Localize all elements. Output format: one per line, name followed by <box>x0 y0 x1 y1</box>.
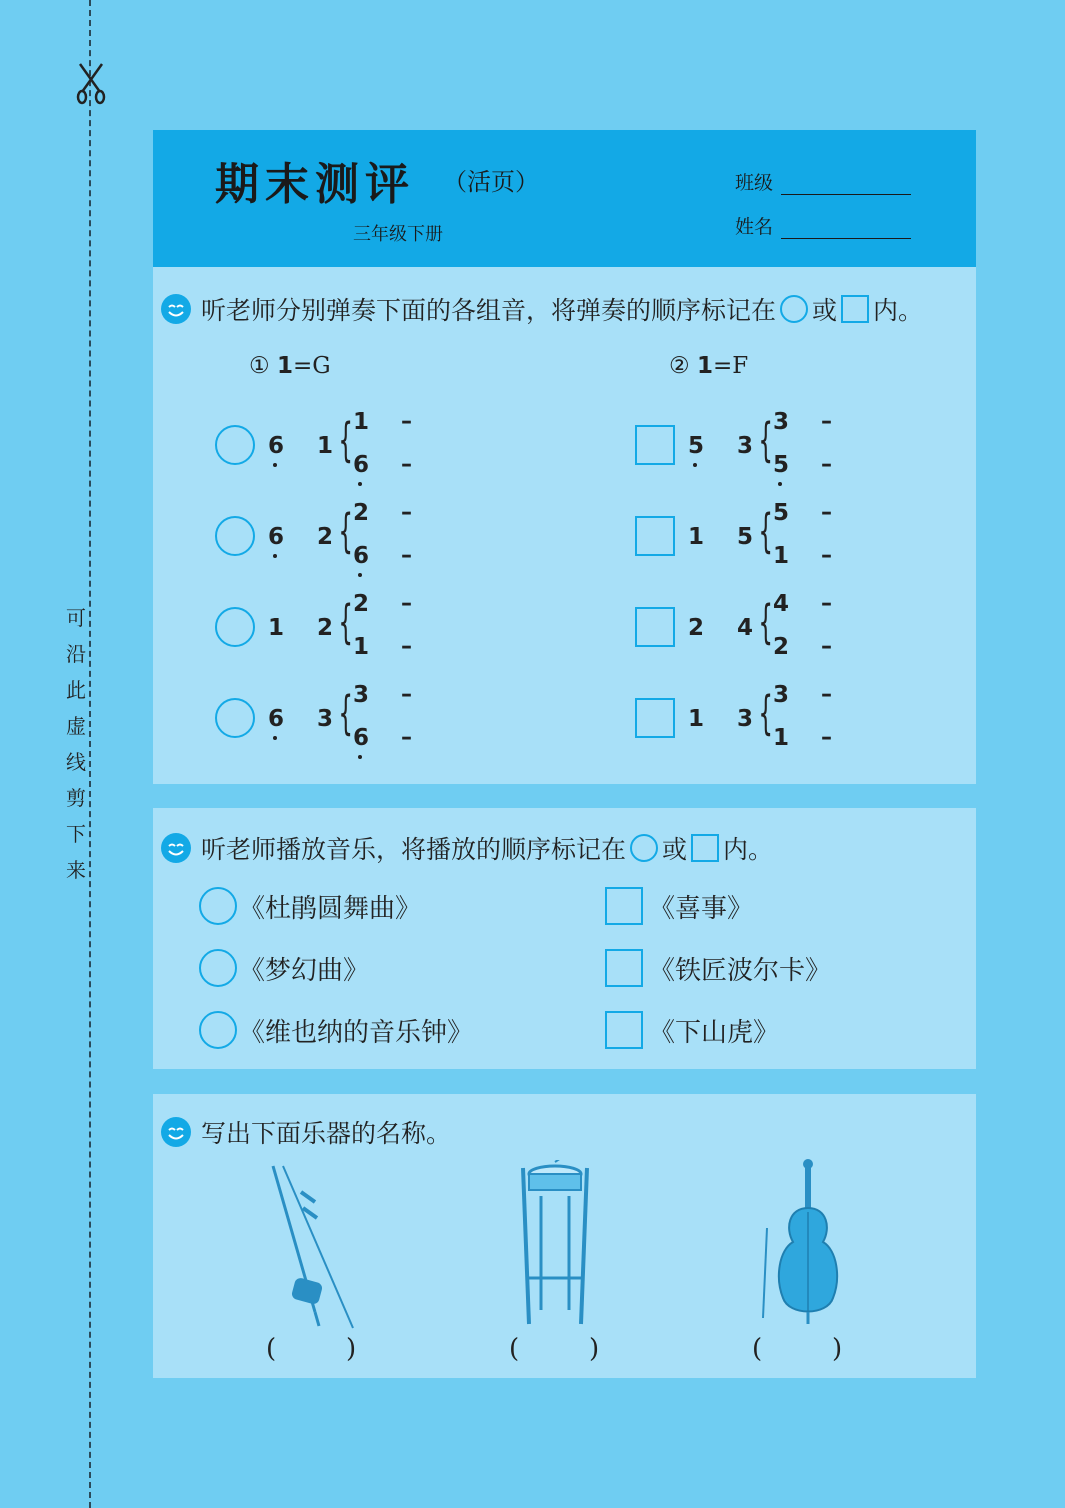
cut-note-char: 下 <box>66 822 86 846</box>
piece-item[interactable] <box>605 1011 779 1049</box>
sustain-dash: – <box>821 543 832 568</box>
brace-icon: { <box>338 413 353 467</box>
order-circle[interactable] <box>215 516 255 556</box>
piece-item[interactable] <box>199 887 421 925</box>
note-group-row <box>635 500 895 569</box>
brace-icon: { <box>338 504 353 558</box>
brace-icon: { <box>758 504 773 558</box>
cut-note-char: 此 <box>66 678 86 702</box>
note-group-row <box>215 409 475 478</box>
note: 2 <box>773 634 790 660</box>
answer-close-paren: ) <box>589 1334 600 1364</box>
piece-title: 《梦幻曲》 <box>239 955 370 986</box>
sustain-dash: – <box>821 634 832 659</box>
order-circle[interactable] <box>199 949 237 987</box>
order-circle[interactable] <box>199 1011 237 1049</box>
note: 2 <box>353 500 370 526</box>
brace-icon: { <box>338 686 353 740</box>
note: 6 <box>353 725 370 751</box>
note: 1 <box>688 706 705 732</box>
sustain-dash: – <box>821 591 832 616</box>
square-mark-icon <box>691 834 719 862</box>
prompt-or: 或 <box>662 835 688 864</box>
class-label: 班级 <box>735 172 774 194</box>
brace-icon: { <box>758 686 773 740</box>
erhu-icon <box>263 1162 363 1332</box>
note: 2 <box>317 615 334 641</box>
sustain-dash: – <box>401 725 412 750</box>
note: 5 <box>688 433 705 459</box>
note: 1 <box>317 433 334 459</box>
prompt-text: 听老师播放音乐，将播放的顺序标记在 <box>201 835 627 864</box>
sustain-dash: – <box>821 452 832 477</box>
note: 5 <box>773 500 790 526</box>
sustain-dash: – <box>821 682 832 707</box>
drum-on-stand-icon <box>515 1160 595 1330</box>
key-one: 1 <box>696 353 713 379</box>
title-paren: （活页） <box>443 168 539 196</box>
question-3-prompt <box>161 1114 451 1150</box>
order-square[interactable] <box>605 887 643 925</box>
order-square[interactable] <box>605 1011 643 1049</box>
cut-note-char: 虚 <box>66 714 86 738</box>
note: 2 <box>688 615 705 641</box>
smiley-icon <box>161 294 191 324</box>
sustain-dash: – <box>401 409 412 434</box>
piece-item[interactable] <box>605 887 753 925</box>
key-signature-right <box>669 353 748 379</box>
note-group-row <box>215 591 475 660</box>
note: 4 <box>773 591 790 617</box>
header-banner <box>153 130 976 267</box>
note: 1 <box>688 524 705 550</box>
sustain-dash: – <box>401 543 412 568</box>
name-field[interactable] <box>735 212 911 239</box>
key-signature-left <box>249 353 331 379</box>
page-title: 期末测评 <box>215 159 415 210</box>
sustain-dash: – <box>401 634 412 659</box>
class-field[interactable] <box>735 168 911 195</box>
question-2-panel <box>153 808 976 1069</box>
note: 5 <box>773 452 790 478</box>
note: 2 <box>317 524 334 550</box>
note: 1 <box>268 615 285 641</box>
low-octave-dot <box>693 463 697 467</box>
piece-title: 《铁匠波尔卡》 <box>649 955 832 986</box>
name-label: 姓名 <box>735 216 774 238</box>
key-number: ② <box>669 353 690 379</box>
order-square[interactable] <box>635 516 675 556</box>
note: 6 <box>268 433 285 459</box>
note: 2 <box>353 591 370 617</box>
note: 3 <box>353 682 370 708</box>
note-group-row <box>635 682 895 751</box>
low-octave-dot <box>358 573 362 577</box>
note: 1 <box>353 409 370 435</box>
sustain-dash: – <box>821 725 832 750</box>
smiley-icon <box>161 1117 191 1147</box>
order-square[interactable] <box>605 949 643 987</box>
piece-item[interactable] <box>199 949 369 987</box>
prompt-or: 或 <box>812 296 838 325</box>
note: 1 <box>773 543 790 569</box>
note-group-row <box>215 682 475 751</box>
low-octave-dot <box>273 736 277 740</box>
order-circle[interactable] <box>199 887 237 925</box>
answer-open-paren: ( <box>509 1334 520 1364</box>
piece-title: 《喜事》 <box>649 893 754 924</box>
sustain-dash: – <box>401 452 412 477</box>
piece-title: 《杜鹃圆舞曲》 <box>239 893 422 924</box>
note: 6 <box>353 543 370 569</box>
question-1-panel <box>153 267 976 784</box>
circle-mark-icon <box>630 834 658 862</box>
piece-item[interactable] <box>199 1011 473 1049</box>
low-octave-dot <box>273 554 277 558</box>
cut-note-char: 剪 <box>66 786 86 810</box>
answer-close-paren: ) <box>346 1334 357 1364</box>
order-square[interactable] <box>635 607 675 647</box>
answer-open-paren: ( <box>266 1334 277 1364</box>
low-octave-dot <box>358 755 362 759</box>
grade-label: 三年级下册 <box>353 224 443 245</box>
key-eq: =G <box>292 353 331 379</box>
sustain-dash: – <box>401 500 412 525</box>
key-number: ① <box>249 353 270 379</box>
note: 1 <box>773 725 790 751</box>
note: 3 <box>773 409 790 435</box>
question-1-prompt <box>161 291 923 327</box>
brace-icon: { <box>338 595 353 649</box>
smiley-icon <box>161 833 191 863</box>
order-circle[interactable] <box>215 425 255 465</box>
order-square[interactable] <box>635 425 675 465</box>
note: 5 <box>737 524 754 550</box>
key-one: 1 <box>276 353 293 379</box>
note: 3 <box>317 706 334 732</box>
order-circle[interactable] <box>215 607 255 647</box>
note: 6 <box>353 452 370 478</box>
scissors-icon <box>74 62 108 106</box>
sustain-dash: – <box>821 409 832 434</box>
order-circle[interactable] <box>215 698 255 738</box>
sustain-dash: – <box>401 682 412 707</box>
answer-close-paren: ) <box>832 1334 843 1364</box>
sustain-dash: – <box>821 500 832 525</box>
answer-open-paren: ( <box>752 1334 763 1364</box>
note: 6 <box>268 706 285 732</box>
cut-note <box>64 600 88 888</box>
brace-icon: { <box>758 595 773 649</box>
cut-note-char: 线 <box>66 750 86 774</box>
prompt-text: 写出下面乐器的名称。 <box>201 1119 452 1148</box>
question-3-panel <box>153 1094 976 1378</box>
cut-note-char: 来 <box>66 858 86 882</box>
note-group-row <box>215 500 475 569</box>
prompt-text: 听老师分别弹奏下面的各组音，将弹奏的顺序标记在 <box>201 296 777 325</box>
brace-icon: { <box>758 413 773 467</box>
square-mark-icon <box>841 295 869 323</box>
order-square[interactable] <box>635 698 675 738</box>
piece-item[interactable] <box>605 949 831 987</box>
key-eq: =F <box>712 353 749 379</box>
note-group-row <box>635 409 895 478</box>
question-2-prompt <box>161 830 773 866</box>
low-octave-dot <box>358 482 362 486</box>
piece-title: 《下山虎》 <box>649 1017 780 1048</box>
cut-note-char: 沿 <box>66 642 86 666</box>
prompt-end: 内。 <box>723 835 774 864</box>
piece-title: 《维也纳的音乐钟》 <box>239 1017 474 1048</box>
note: 3 <box>737 706 754 732</box>
sustain-dash: – <box>401 591 412 616</box>
circle-mark-icon <box>780 295 808 323</box>
note: 1 <box>353 634 370 660</box>
low-octave-dot <box>273 463 277 467</box>
class-blank[interactable] <box>781 177 911 195</box>
cello-icon <box>759 1158 849 1328</box>
prompt-end: 内。 <box>873 296 924 325</box>
cut-note-char: 可 <box>66 606 86 630</box>
name-blank[interactable] <box>781 221 911 239</box>
note: 4 <box>737 615 754 641</box>
note: 3 <box>737 433 754 459</box>
note: 6 <box>268 524 285 550</box>
low-octave-dot <box>778 482 782 486</box>
cut-line <box>89 0 91 1508</box>
note-group-row <box>635 591 895 660</box>
note: 3 <box>773 682 790 708</box>
